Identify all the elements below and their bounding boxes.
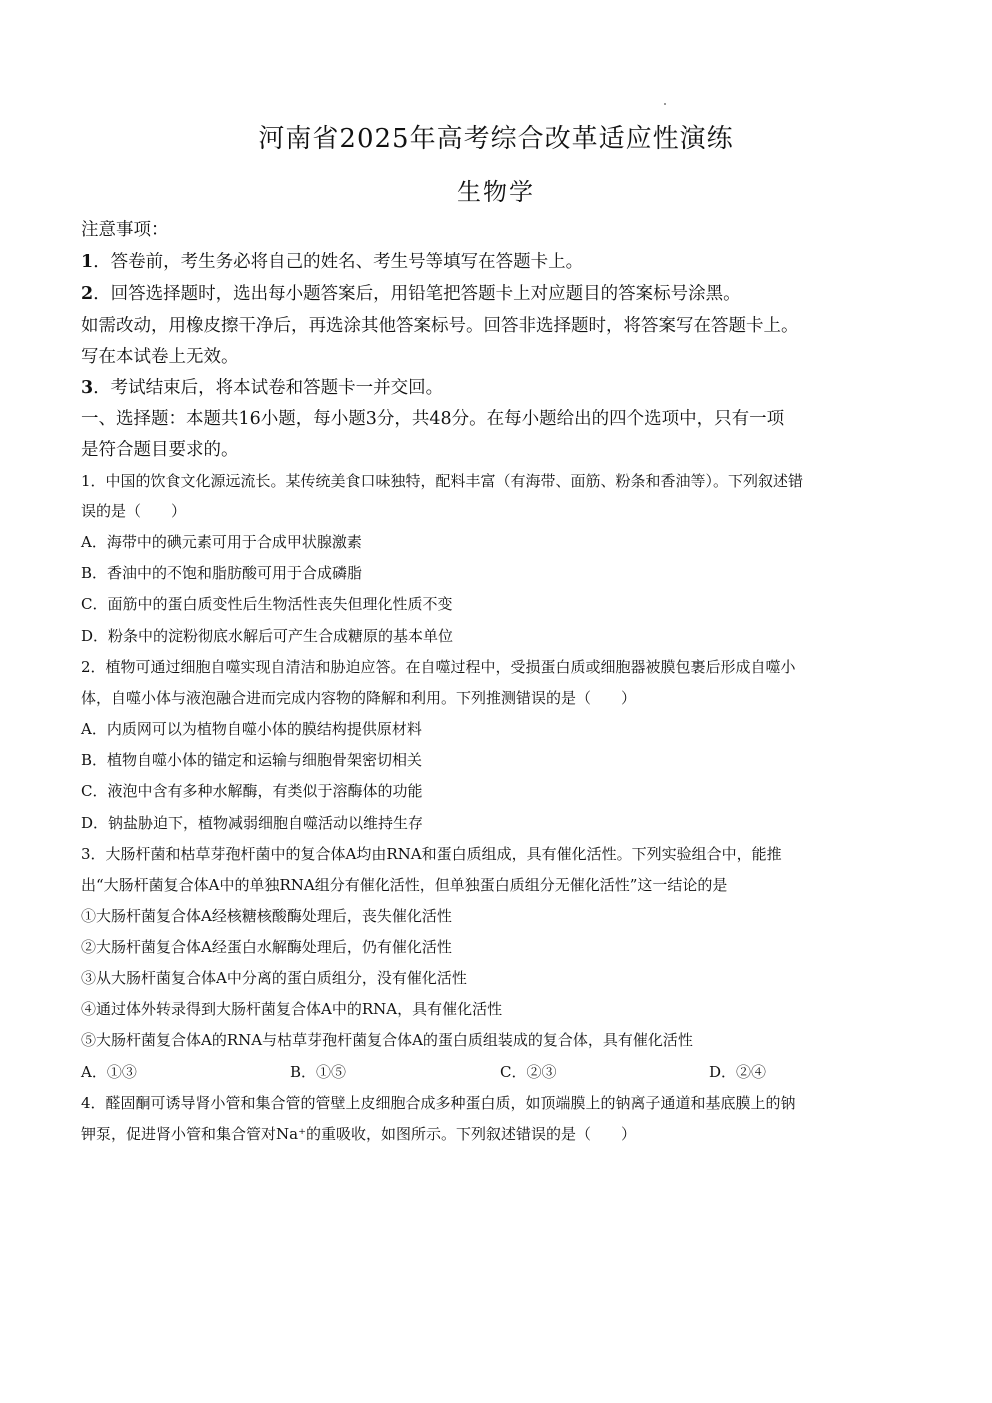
q1-stem: 1．中国的饮食文化源远流长。某传统美食口味独特，配料丰富（有海带、面筋、粉条和香油等）。下列叙述错 bbox=[81, 472, 804, 490]
notice-item-3 bbox=[81, 374, 443, 399]
q3-statement-5: ⑤大肠杆菌复合体A的RNA与枯草芽孢杆菌复合体A的蛋白质组装成的复合体，具有催化活性 bbox=[81, 1031, 693, 1049]
scan-speck bbox=[664, 103, 666, 105]
q2-option-b: B．植物自噬小体的锚定和运输与细胞骨架密切相关 bbox=[81, 751, 423, 769]
q1-option-d: D．粉条中的淀粉彻底水解后可产生合成糖原的基本单位 bbox=[81, 627, 454, 645]
section-heading-cont: 是符合题目要求的。 bbox=[81, 440, 239, 460]
q1-option-a: A．海带中的碘元素可用于合成甲状腺激素 bbox=[81, 533, 362, 551]
notice-item-1 bbox=[81, 248, 583, 273]
q2-option-d: D．钠盐胁迫下，植物减弱细胞自噬活动以维持生存 bbox=[81, 814, 424, 832]
notice-item-number: 3 bbox=[81, 378, 94, 398]
notice-heading: 注意事项： bbox=[81, 220, 169, 240]
q3-stem-cont: 出“大肠杆菌复合体A中的单独RNA组分有催化活性，但单独蛋白质组分无催化活性”这一结论的是 bbox=[81, 876, 728, 894]
subject-title: 生物学 bbox=[457, 178, 535, 206]
q4-stem: 4．醛固酮可诱导肾小管和集合管的管壁上皮细胞合成多种蛋白质，如顶端膜上的钠离子通道和基底膜上的钠 bbox=[81, 1094, 796, 1112]
q3-statement-3: ③从大肠杆菌复合体A中分离的蛋白质组分，没有催化活性 bbox=[81, 969, 467, 987]
notice-item-text: ．回答选择题时，选出每小题答案后，用铅笔把答题卡上对应题目的答案标号涂黑。 bbox=[93, 284, 741, 304]
q3-statement-2: ②大肠杆菌复合体A经蛋白水解酶处理后，仍有催化活性 bbox=[81, 938, 452, 956]
q4-stem-cont: 钾泵，促进肾小管和集合管对Na⁺的重吸收，如图所示。下列叙述错误的是（ ） bbox=[81, 1125, 636, 1143]
q2-stem-cont: 体，自噬小体与液泡融合进而完成内容物的降解和利用。下列推测错误的是（ ） bbox=[81, 689, 637, 707]
notice-item-text: ．答卷前，考生务必将自己的姓名、考生号等填写在答题卡上。 bbox=[93, 252, 584, 272]
q3-option-b: B．①⑤ bbox=[290, 1063, 347, 1081]
q1-option-c: C．面筋中的蛋白质变性后生物活性丧失但理化性质不变 bbox=[81, 595, 453, 613]
notice-item-number: 1 bbox=[81, 252, 94, 272]
q2-option-a: A．内质网可以为植物自噬小体的膜结构提供原材料 bbox=[81, 720, 422, 738]
q3-option-c: C．②③ bbox=[500, 1063, 557, 1081]
q3-stem: 3．大肠杆菌和枯草芽孢杆菌中的复合体A均由RNA和蛋白质组成，具有催化活性。下列实验组合中，能推 bbox=[81, 845, 782, 863]
q2-stem: 2．植物可通过细胞自噬实现自清洁和胁迫应答。在自噬过程中，受损蛋白质或细胞器被膜包裹后形成自噬小 bbox=[81, 658, 796, 676]
q3-option-a: A．①③ bbox=[81, 1063, 137, 1081]
q3-statement-4: ④通过体外转录得到大肠杆菌复合体A中的RNA，具有催化活性 bbox=[81, 1000, 503, 1018]
section-heading: 一、选择题：本题共16小题，每小题3分，共48分。在每小题给出的四个选项中，只有一项 bbox=[81, 409, 785, 429]
q3-statement-1: ①大肠杆菌复合体A经核糖核酸酶处理后，丧失催化活性 bbox=[81, 907, 452, 925]
notice-item-number: 2 bbox=[81, 284, 94, 304]
notice-item-text: ．考试结束后，将本试卷和答题卡一并交回。 bbox=[93, 378, 444, 398]
notice-item-2 bbox=[81, 280, 741, 305]
notice-item-2-cont: 如需改动，用橡皮擦干净后，再选涂其他答案标号。回答非选择题时，将答案写在答题卡上。 bbox=[81, 316, 799, 336]
q2-option-c: C．液泡中含有多种水解酶，有类似于溶酶体的功能 bbox=[81, 782, 423, 800]
notice-item-2-cont2: 写在本试卷上无效。 bbox=[81, 347, 239, 367]
q1-option-b: B．香油中的不饱和脂肪酸可用于合成磷脂 bbox=[81, 564, 363, 582]
q3-option-d: D．②④ bbox=[709, 1063, 767, 1081]
q1-stem-cont: 误的是（ ） bbox=[81, 502, 187, 520]
exam-title: 河南省2025年高考综合改革适应性演练 bbox=[258, 124, 734, 154]
